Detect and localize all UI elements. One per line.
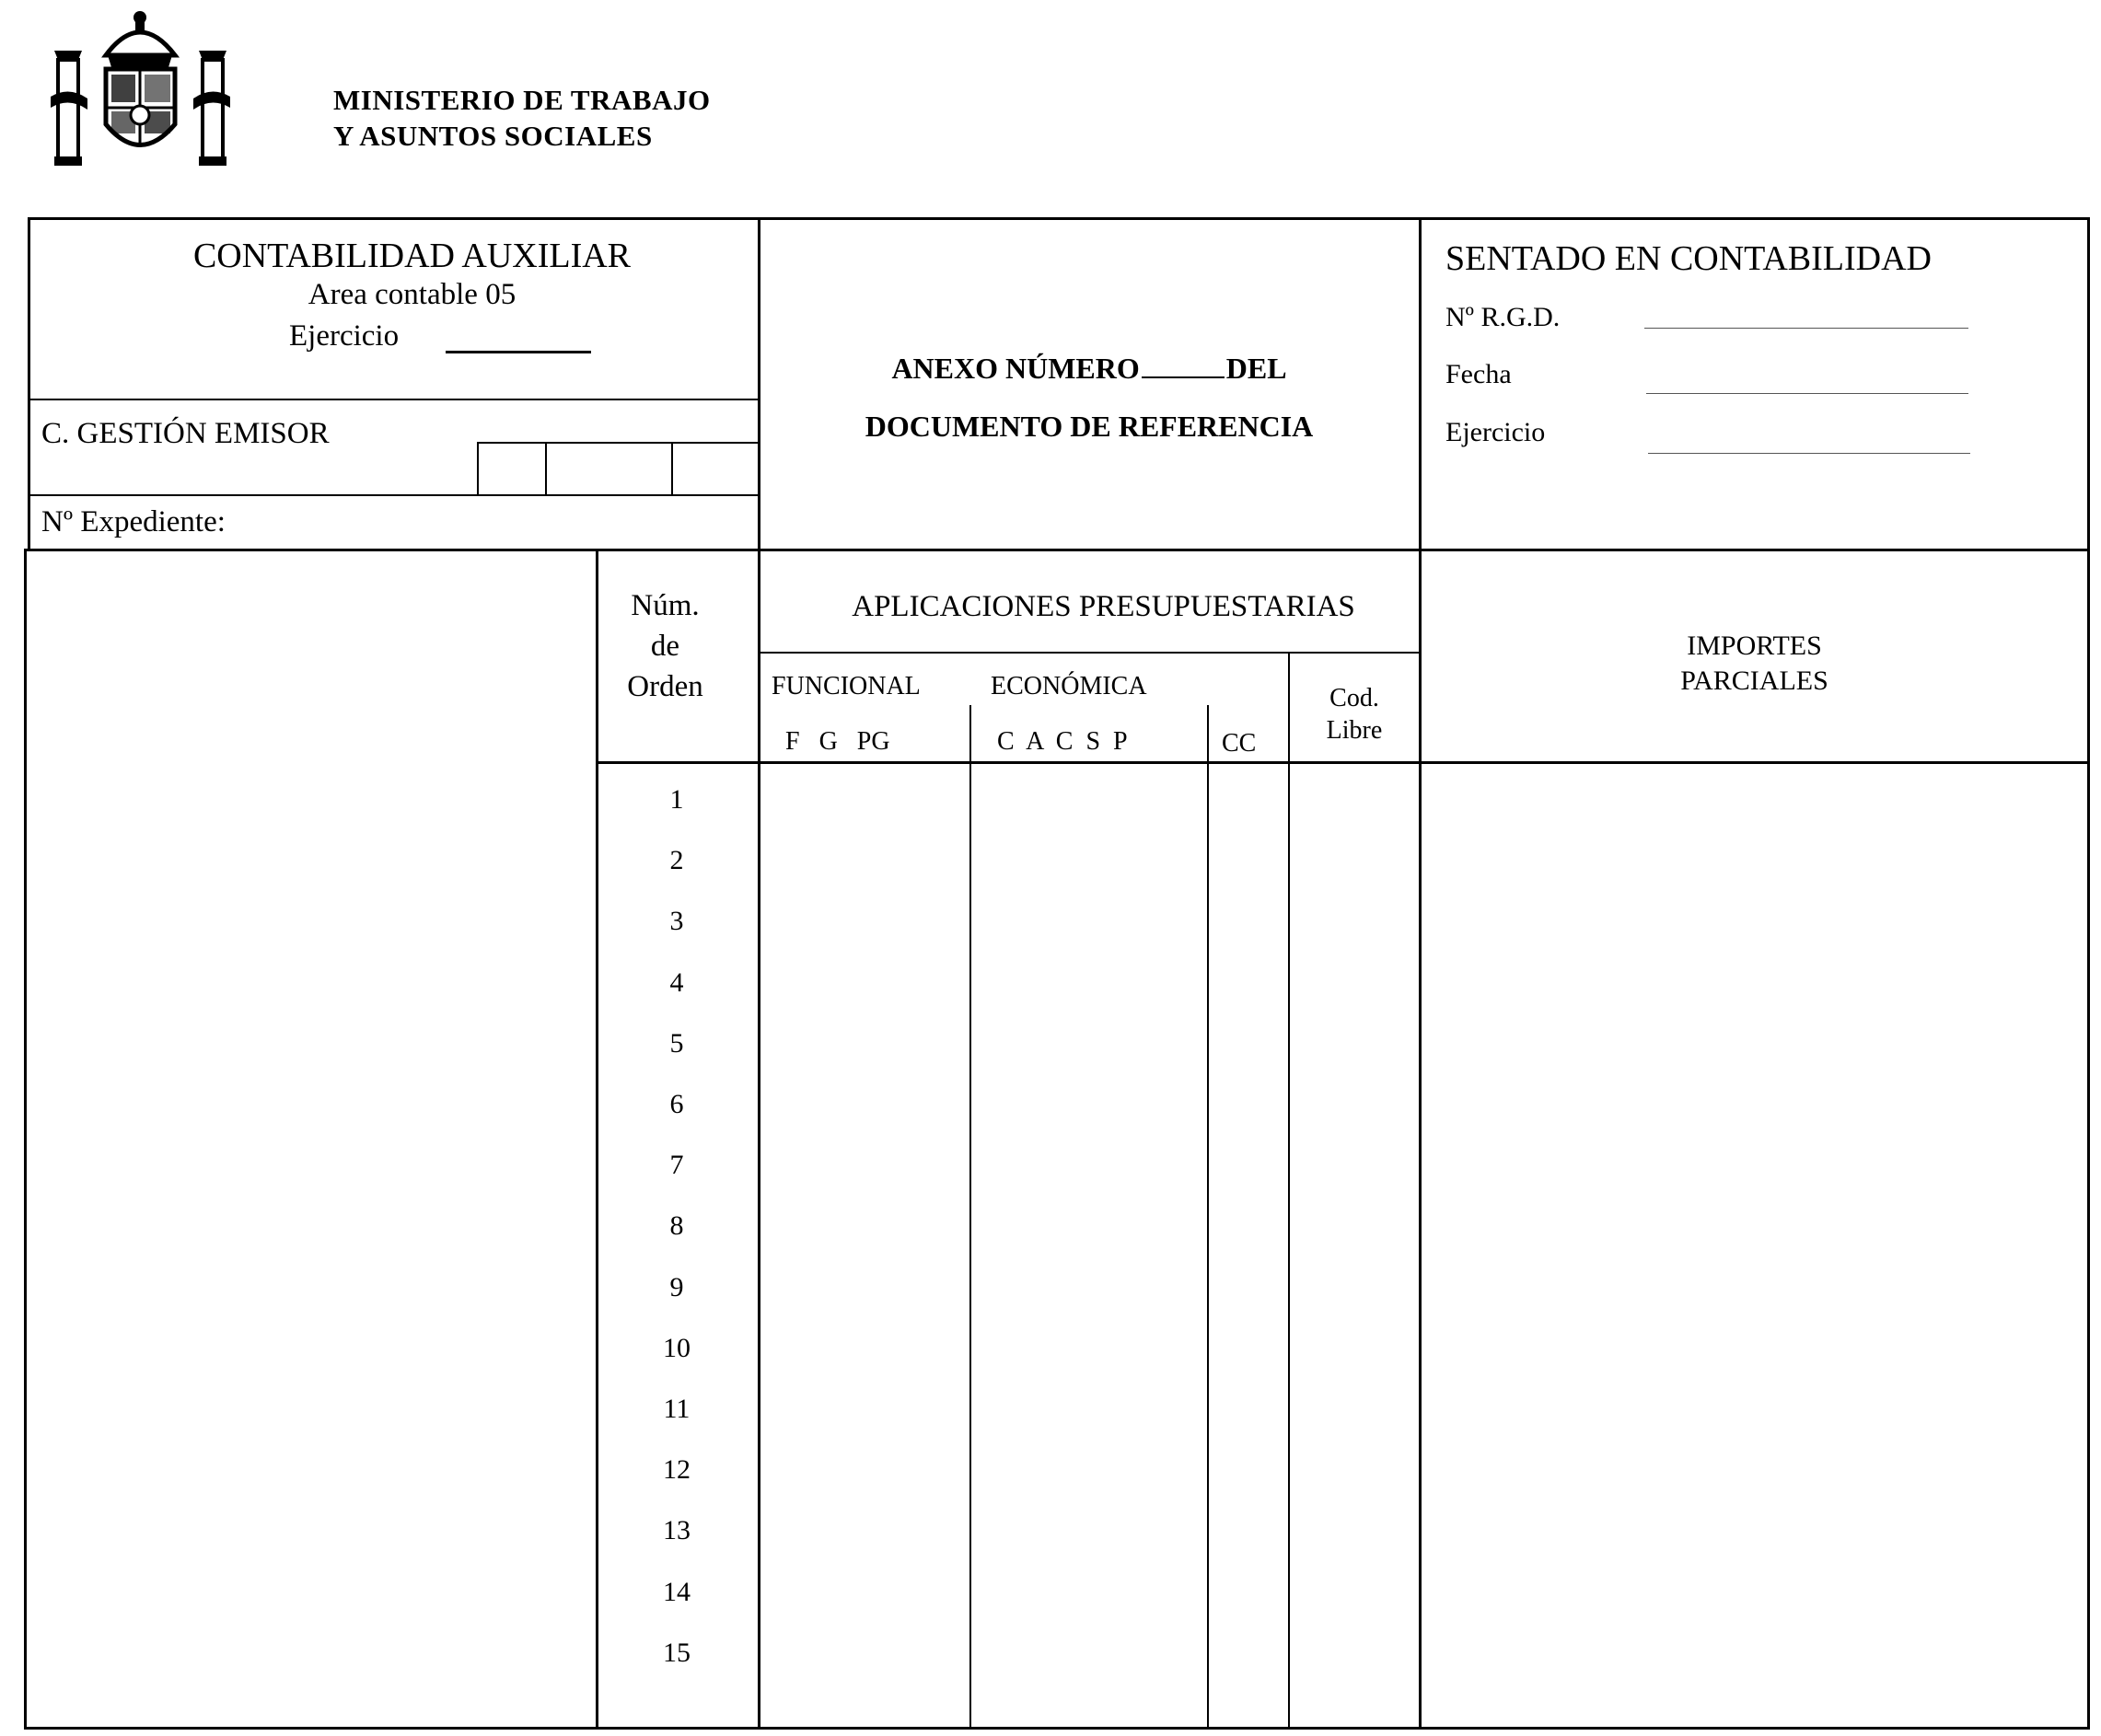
- economica-header: ECONÓMICA: [991, 672, 1147, 700]
- economica-subheader: C A C S P: [997, 727, 1128, 756]
- importes-header-line2: PARCIALES: [1680, 665, 1828, 696]
- anexo-line1: [760, 352, 1419, 386]
- fecha-field[interactable]: [1646, 393, 1968, 394]
- cod-libre-header-line1: Cod.: [1329, 684, 1379, 712]
- anexo-del-label: DEL: [1225, 352, 1287, 385]
- coat-of-arms-icon: [51, 5, 230, 170]
- row-number: 1: [669, 784, 684, 815]
- ministry-name-line1: MINISTERIO DE TRABAJO: [333, 84, 711, 116]
- row-number: 6: [669, 1089, 684, 1119]
- rgd-field[interactable]: [1644, 328, 1968, 329]
- rgd-label: Nº R.G.D.: [1445, 302, 1561, 332]
- row-number: 11: [663, 1394, 691, 1424]
- area-contable-label: Area contable 05: [308, 278, 517, 311]
- ejercicio-field-right[interactable]: [1648, 453, 1970, 454]
- ejercicio-label-left: Ejercicio: [289, 319, 400, 353]
- row-number: 2: [669, 845, 684, 875]
- gestion-emisor-label: C. GESTIÓN EMISOR: [41, 417, 330, 450]
- documento-referencia-label: DOCUMENTO DE REFERENCIA: [865, 410, 1314, 443]
- funcional-subheader: F G PG: [785, 727, 890, 756]
- row-number: 12: [663, 1454, 691, 1485]
- orden-header-line3: Orden: [627, 670, 703, 703]
- expediente-label: Nº Expediente:: [41, 505, 226, 538]
- cc-header: CC: [1222, 729, 1257, 758]
- ejercicio-label-right: Ejercicio: [1445, 417, 1546, 447]
- row-number: 10: [663, 1333, 691, 1363]
- anexo-numero-label: ANEXO NÚMERO: [891, 352, 1140, 385]
- sentado-contabilidad-title: SENTADO EN CONTABILIDAD: [1445, 239, 1932, 278]
- row-number: 3: [669, 906, 684, 936]
- row-number: 4: [669, 967, 684, 998]
- orden-header-line2: de: [650, 630, 680, 663]
- contabilidad-auxiliar-title: CONTABILIDAD AUXILIAR: [192, 237, 632, 275]
- row-number: 13: [663, 1515, 691, 1545]
- importes-header-line1: IMPORTES: [1687, 631, 1822, 661]
- funcional-header: FUNCIONAL: [772, 672, 921, 700]
- row-number: 15: [663, 1638, 691, 1668]
- ministry-name-line2: Y ASUNTOS SOCIALES: [333, 120, 653, 152]
- anexo-number-blank[interactable]: [1142, 376, 1225, 378]
- cod-libre-header-line2: Libre: [1326, 716, 1383, 745]
- row-number: 14: [663, 1577, 691, 1607]
- orden-header-line1: Núm.: [631, 589, 700, 622]
- fecha-label: Fecha: [1445, 359, 1512, 389]
- row-number: 8: [669, 1210, 684, 1241]
- aplicaciones-presupuestarias-header: APLICACIONES PRESUPUESTARIAS: [852, 590, 1355, 623]
- ejercicio-field-left[interactable]: [446, 351, 591, 353]
- row-number: 5: [669, 1028, 684, 1059]
- row-number: 9: [669, 1272, 684, 1302]
- row-number: 7: [669, 1150, 684, 1180]
